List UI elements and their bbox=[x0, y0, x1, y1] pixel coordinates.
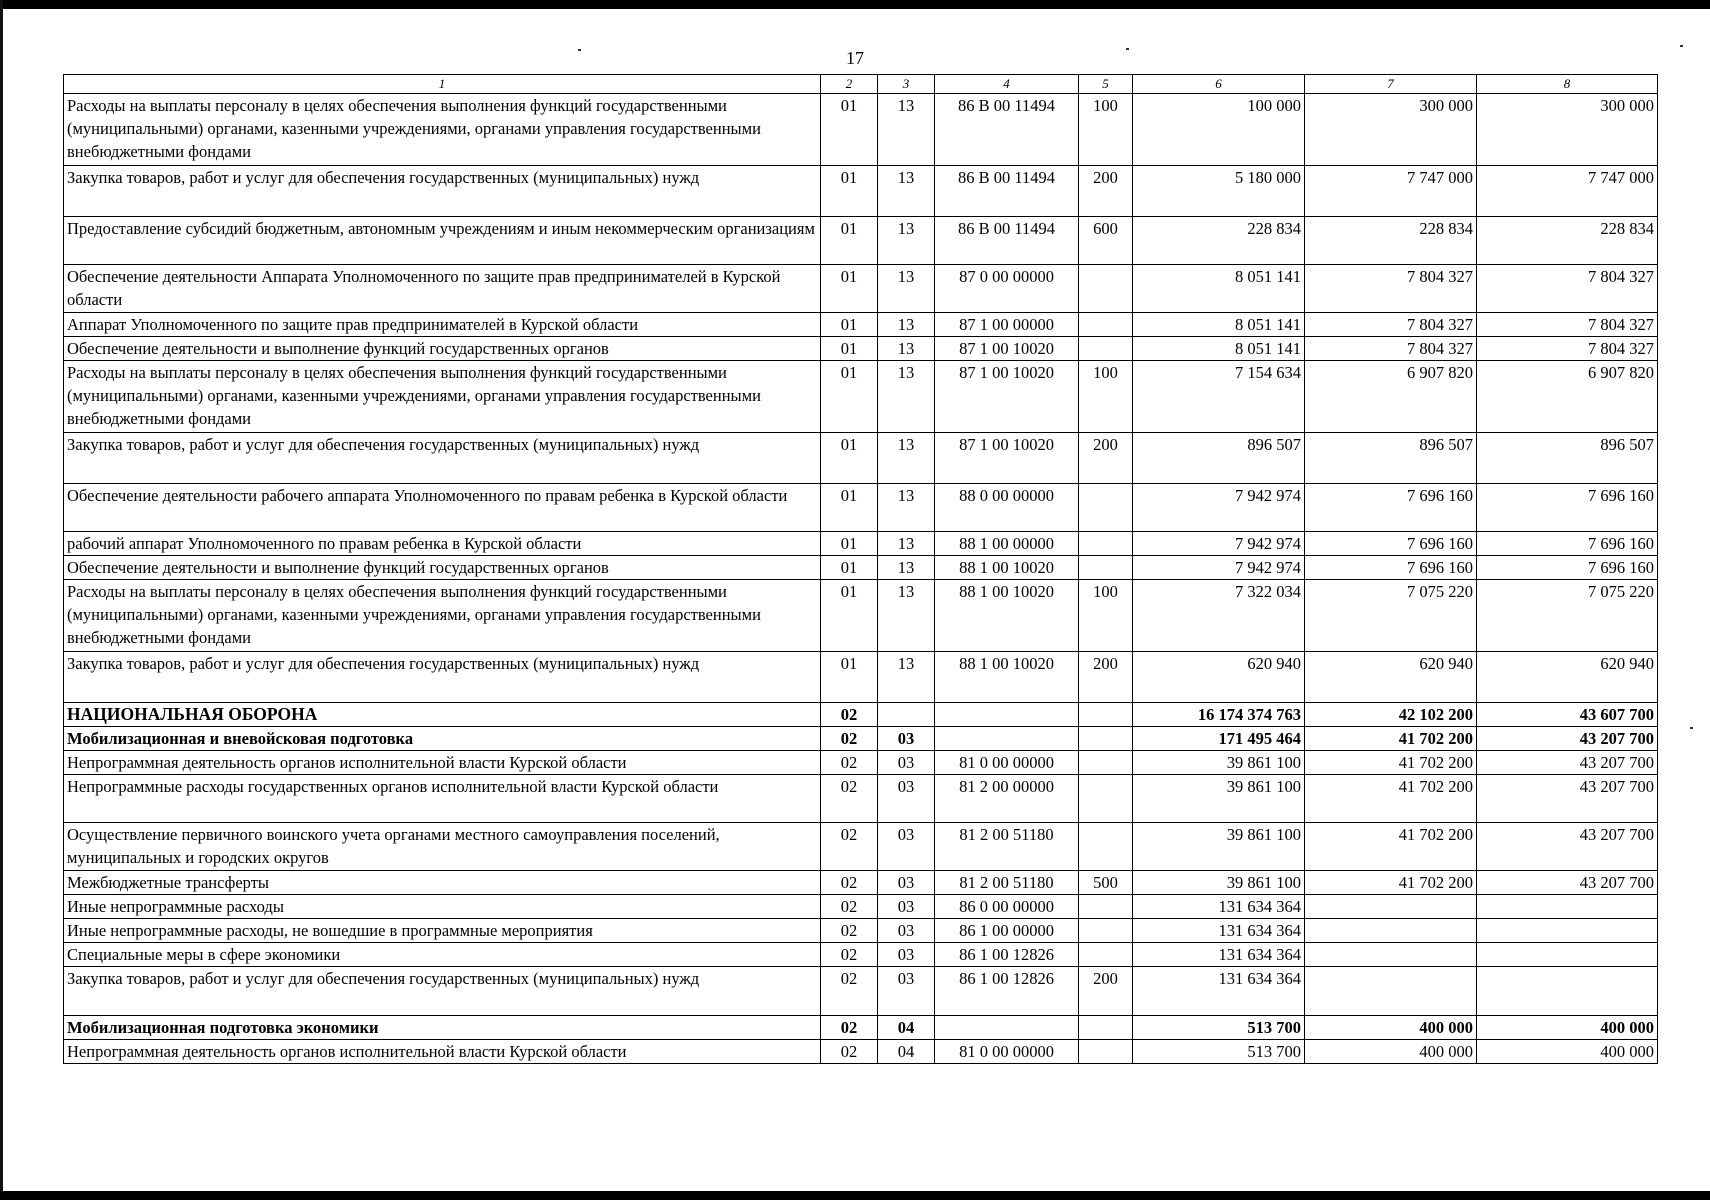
row-name: Закупка товаров, работ и услуг для обеспечения государственных (муниципальных) нужд bbox=[64, 652, 821, 703]
target-article-code: 86 В 00 11494 bbox=[935, 94, 1079, 166]
section-code: 02 bbox=[821, 775, 878, 823]
target-article-code: 81 2 00 51180 bbox=[935, 823, 1079, 871]
section-code: 01 bbox=[821, 532, 878, 556]
amount-col-6: 228 834 bbox=[1133, 217, 1305, 265]
column-header: 7 bbox=[1305, 75, 1477, 94]
expense-type-code: 200 bbox=[1079, 166, 1133, 217]
row-name: Расходы на выплаты персоналу в целях обеспечения выполнения функций государственными (муниципальными) органами, казенными учреждениями, органами управления государственными внебюджетными фондами bbox=[64, 580, 821, 652]
amount-col-6: 39 861 100 bbox=[1133, 775, 1305, 823]
amount-col-8: 6 907 820 bbox=[1477, 361, 1658, 433]
target-article-code: 87 1 00 00000 bbox=[935, 313, 1079, 337]
row-name: Непрограммная деятельность органов исполнительной власти Курской области bbox=[64, 1040, 821, 1064]
scan-border-left bbox=[0, 0, 3, 1200]
amount-col-7 bbox=[1305, 943, 1477, 967]
amount-col-8: 7 804 327 bbox=[1477, 313, 1658, 337]
amount-col-7: 7 804 327 bbox=[1305, 337, 1477, 361]
amount-col-7 bbox=[1305, 967, 1477, 1016]
amount-col-6: 7 322 034 bbox=[1133, 580, 1305, 652]
amount-col-7: 7 696 160 bbox=[1305, 556, 1477, 580]
section-code: 02 bbox=[821, 919, 878, 943]
expense-type-code bbox=[1079, 919, 1133, 943]
row-name: Обеспечение деятельности и выполнение функций государственных органов bbox=[64, 556, 821, 580]
row-name: Мобилизационная подготовка экономики bbox=[64, 1016, 821, 1040]
target-article-code: 88 1 00 00000 bbox=[935, 532, 1079, 556]
subsection-code: 13 bbox=[878, 265, 935, 313]
amount-col-7: 300 000 bbox=[1305, 94, 1477, 166]
page-number: 17 bbox=[846, 48, 864, 68]
expense-type-code: 200 bbox=[1079, 652, 1133, 703]
amount-col-7: 7 804 327 bbox=[1305, 313, 1477, 337]
target-article-code: 81 2 00 51180 bbox=[935, 871, 1079, 895]
subsection-code: 03 bbox=[878, 727, 935, 751]
expense-type-code bbox=[1079, 751, 1133, 775]
table-row bbox=[64, 775, 1658, 823]
expense-type-code bbox=[1079, 1016, 1133, 1040]
subsection-code: 13 bbox=[878, 217, 935, 265]
section-code: 01 bbox=[821, 265, 878, 313]
row-name: Иные непрограммные расходы, не вошедшие в программные мероприятия bbox=[64, 919, 821, 943]
section-code: 02 bbox=[821, 1040, 878, 1064]
subsection-code: 03 bbox=[878, 967, 935, 1016]
amount-col-7 bbox=[1305, 919, 1477, 943]
amount-col-8: 7 804 327 bbox=[1477, 265, 1658, 313]
subsection-code: 13 bbox=[878, 313, 935, 337]
amount-col-7: 41 702 200 bbox=[1305, 871, 1477, 895]
table-row bbox=[64, 337, 1658, 361]
expense-type-code: 100 bbox=[1079, 94, 1133, 166]
amount-col-8: 43 207 700 bbox=[1477, 823, 1658, 871]
section-code: 02 bbox=[821, 823, 878, 871]
table-row bbox=[64, 532, 1658, 556]
section-code: 01 bbox=[821, 166, 878, 217]
table-row bbox=[64, 166, 1658, 217]
expense-type-code bbox=[1079, 1040, 1133, 1064]
subsection-code: 13 bbox=[878, 652, 935, 703]
column-header: 6 bbox=[1133, 75, 1305, 94]
table-row bbox=[64, 313, 1658, 337]
scan-speck bbox=[578, 49, 581, 51]
amount-col-6: 131 634 364 bbox=[1133, 943, 1305, 967]
section-code: 02 bbox=[821, 727, 878, 751]
section-code: 02 bbox=[821, 751, 878, 775]
target-article-code: 81 0 00 00000 bbox=[935, 751, 1079, 775]
amount-col-8: 43 207 700 bbox=[1477, 775, 1658, 823]
expense-type-code: 200 bbox=[1079, 433, 1133, 484]
target-article-code: 87 0 00 00000 bbox=[935, 265, 1079, 313]
section-code: 01 bbox=[821, 313, 878, 337]
column-header: 1 bbox=[64, 75, 821, 94]
subsection-code: 03 bbox=[878, 775, 935, 823]
amount-col-8: 7 747 000 bbox=[1477, 166, 1658, 217]
subsection-code: 13 bbox=[878, 337, 935, 361]
amount-col-6: 131 634 364 bbox=[1133, 895, 1305, 919]
table-row bbox=[64, 556, 1658, 580]
target-article-code: 81 0 00 00000 bbox=[935, 1040, 1079, 1064]
target-article-code bbox=[935, 703, 1079, 727]
row-name: Закупка товаров, работ и услуг для обеспечения государственных (муниципальных) нужд bbox=[64, 166, 821, 217]
table-row bbox=[64, 919, 1658, 943]
amount-col-8: 43 207 700 bbox=[1477, 751, 1658, 775]
amount-col-8: 300 000 bbox=[1477, 94, 1658, 166]
amount-col-8 bbox=[1477, 895, 1658, 919]
row-name: Закупка товаров, работ и услуг для обеспечения государственных (муниципальных) нужд bbox=[64, 433, 821, 484]
target-article-code: 88 1 00 10020 bbox=[935, 556, 1079, 580]
table-row bbox=[64, 943, 1658, 967]
row-name: Обеспечение деятельности и выполнение функций государственных органов bbox=[64, 337, 821, 361]
row-name: рабочий аппарат Уполномоченного по правам ребенка в Курской области bbox=[64, 532, 821, 556]
table-row bbox=[64, 580, 1658, 652]
amount-col-8: 43 207 700 bbox=[1477, 871, 1658, 895]
amount-col-8: 400 000 bbox=[1477, 1016, 1658, 1040]
table-row bbox=[64, 967, 1658, 1016]
amount-col-6: 171 495 464 bbox=[1133, 727, 1305, 751]
amount-col-7: 7 696 160 bbox=[1305, 532, 1477, 556]
expense-type-code bbox=[1079, 727, 1133, 751]
scan-border-bottom bbox=[0, 1191, 1710, 1200]
subsection-code: 13 bbox=[878, 361, 935, 433]
amount-col-8: 620 940 bbox=[1477, 652, 1658, 703]
row-name: Расходы на выплаты персоналу в целях обеспечения выполнения функций государственными (муниципальными) органами, казенными учреждениями, органами управления государственными внебюджетными фондами bbox=[64, 94, 821, 166]
section-code: 01 bbox=[821, 652, 878, 703]
section-code: 01 bbox=[821, 484, 878, 532]
amount-col-6: 7 942 974 bbox=[1133, 556, 1305, 580]
subsection-code: 03 bbox=[878, 823, 935, 871]
expense-type-code bbox=[1079, 775, 1133, 823]
table-row bbox=[64, 751, 1658, 775]
section-code: 02 bbox=[821, 703, 878, 727]
amount-col-6: 8 051 141 bbox=[1133, 337, 1305, 361]
amount-col-8: 7 696 160 bbox=[1477, 484, 1658, 532]
amount-col-6: 39 861 100 bbox=[1133, 751, 1305, 775]
amount-col-7: 620 940 bbox=[1305, 652, 1477, 703]
row-name: Непрограммные расходы государственных органов исполнительной власти Курской области bbox=[64, 775, 821, 823]
table-row bbox=[64, 895, 1658, 919]
section-code: 01 bbox=[821, 217, 878, 265]
amount-col-6: 7 942 974 bbox=[1133, 532, 1305, 556]
column-header: 2 bbox=[821, 75, 878, 94]
amount-col-7: 7 075 220 bbox=[1305, 580, 1477, 652]
subsection-code bbox=[878, 703, 935, 727]
expense-type-code bbox=[1079, 484, 1133, 532]
amount-col-7: 400 000 bbox=[1305, 1040, 1477, 1064]
amount-col-7: 41 702 200 bbox=[1305, 751, 1477, 775]
subsection-code: 13 bbox=[878, 556, 935, 580]
subsection-code: 03 bbox=[878, 919, 935, 943]
expense-type-code bbox=[1079, 703, 1133, 727]
table-row bbox=[64, 652, 1658, 703]
amount-col-6: 16 174 374 763 bbox=[1133, 703, 1305, 727]
table-row bbox=[64, 361, 1658, 433]
expense-type-code bbox=[1079, 313, 1133, 337]
amount-col-6: 896 507 bbox=[1133, 433, 1305, 484]
amount-col-6: 131 634 364 bbox=[1133, 919, 1305, 943]
section-code: 02 bbox=[821, 967, 878, 1016]
amount-col-8: 43 207 700 bbox=[1477, 727, 1658, 751]
row-name: Иные непрограммные расходы bbox=[64, 895, 821, 919]
expense-type-code bbox=[1079, 823, 1133, 871]
amount-col-8 bbox=[1477, 967, 1658, 1016]
section-code: 01 bbox=[821, 337, 878, 361]
target-article-code: 86 1 00 12826 bbox=[935, 943, 1079, 967]
column-header: 5 bbox=[1079, 75, 1133, 94]
target-article-code: 86 1 00 12826 bbox=[935, 967, 1079, 1016]
amount-col-8 bbox=[1477, 919, 1658, 943]
subsection-code: 13 bbox=[878, 484, 935, 532]
target-article-code: 86 1 00 00000 bbox=[935, 919, 1079, 943]
column-header: 8 bbox=[1477, 75, 1658, 94]
subsection-code: 13 bbox=[878, 532, 935, 556]
amount-col-8 bbox=[1477, 943, 1658, 967]
target-article-code: 88 1 00 10020 bbox=[935, 652, 1079, 703]
amount-col-6: 39 861 100 bbox=[1133, 823, 1305, 871]
scan-speck bbox=[1680, 45, 1683, 47]
table-row bbox=[64, 94, 1658, 166]
scan-speck bbox=[1690, 727, 1693, 729]
expense-type-code: 600 bbox=[1079, 217, 1133, 265]
subsection-code: 13 bbox=[878, 94, 935, 166]
amount-col-7: 400 000 bbox=[1305, 1016, 1477, 1040]
table-row bbox=[64, 433, 1658, 484]
subsection-code: 03 bbox=[878, 943, 935, 967]
amount-col-6: 39 861 100 bbox=[1133, 871, 1305, 895]
amount-col-7: 41 702 200 bbox=[1305, 727, 1477, 751]
column-header: 4 bbox=[935, 75, 1079, 94]
row-name: Аппарат Уполномоченного по защите прав предпринимателей в Курской области bbox=[64, 313, 821, 337]
expense-type-code bbox=[1079, 265, 1133, 313]
row-name: НАЦИОНАЛЬНАЯ ОБОРОНА bbox=[64, 703, 821, 727]
subsection-code: 13 bbox=[878, 580, 935, 652]
table-row bbox=[64, 871, 1658, 895]
expense-type-code: 100 bbox=[1079, 580, 1133, 652]
section-code: 02 bbox=[821, 895, 878, 919]
row-name: Предоставление субсидий бюджетным, автономным учреждениям и иным некоммерческим организациям bbox=[64, 217, 821, 265]
column-number-row bbox=[64, 75, 1658, 94]
table-row bbox=[64, 265, 1658, 313]
amount-col-6: 620 940 bbox=[1133, 652, 1305, 703]
amount-col-8: 7 804 327 bbox=[1477, 337, 1658, 361]
subsection-code: 13 bbox=[878, 433, 935, 484]
amount-col-7: 7 696 160 bbox=[1305, 484, 1477, 532]
budget-table bbox=[63, 74, 1658, 1064]
row-name: Непрограммная деятельность органов исполнительной власти Курской области bbox=[64, 751, 821, 775]
target-article-code: 81 2 00 00000 bbox=[935, 775, 1079, 823]
amount-col-6: 513 700 bbox=[1133, 1040, 1305, 1064]
target-article-code: 88 0 00 00000 bbox=[935, 484, 1079, 532]
scan-border-top bbox=[0, 0, 1710, 9]
subsection-code: 13 bbox=[878, 166, 935, 217]
row-name: Осуществление первичного воинского учета органами местного самоуправления поселений, муниципальных и городских округов bbox=[64, 823, 821, 871]
expense-type-code bbox=[1079, 895, 1133, 919]
amount-col-7: 7 804 327 bbox=[1305, 265, 1477, 313]
target-article-code: 87 1 00 10020 bbox=[935, 337, 1079, 361]
subsection-code: 03 bbox=[878, 871, 935, 895]
row-name: Межбюджетные трансферты bbox=[64, 871, 821, 895]
amount-col-6: 8 051 141 bbox=[1133, 313, 1305, 337]
section-code: 01 bbox=[821, 580, 878, 652]
table-row bbox=[64, 703, 1658, 727]
subsection-code: 03 bbox=[878, 751, 935, 775]
table-row bbox=[64, 484, 1658, 532]
section-code: 01 bbox=[821, 556, 878, 580]
section-code: 01 bbox=[821, 433, 878, 484]
amount-col-6: 5 180 000 bbox=[1133, 166, 1305, 217]
amount-col-8: 400 000 bbox=[1477, 1040, 1658, 1064]
section-code: 02 bbox=[821, 1016, 878, 1040]
expense-type-code: 500 bbox=[1079, 871, 1133, 895]
target-article-code: 87 1 00 10020 bbox=[935, 361, 1079, 433]
amount-col-8: 896 507 bbox=[1477, 433, 1658, 484]
amount-col-6: 7 942 974 bbox=[1133, 484, 1305, 532]
section-code: 02 bbox=[821, 943, 878, 967]
amount-col-6: 513 700 bbox=[1133, 1016, 1305, 1040]
column-header: 3 bbox=[878, 75, 935, 94]
table-row bbox=[64, 1040, 1658, 1064]
amount-col-7: 41 702 200 bbox=[1305, 775, 1477, 823]
amount-col-7: 41 702 200 bbox=[1305, 823, 1477, 871]
table-row bbox=[64, 823, 1658, 871]
section-code: 01 bbox=[821, 361, 878, 433]
subsection-code: 04 bbox=[878, 1040, 935, 1064]
section-code: 01 bbox=[821, 94, 878, 166]
row-name: Специальные меры в сфере экономики bbox=[64, 943, 821, 967]
amount-col-8: 7 696 160 bbox=[1477, 532, 1658, 556]
amount-col-8: 43 607 700 bbox=[1477, 703, 1658, 727]
amount-col-8: 7 696 160 bbox=[1477, 556, 1658, 580]
table-row bbox=[64, 217, 1658, 265]
expense-type-code bbox=[1079, 532, 1133, 556]
amount-col-7: 228 834 bbox=[1305, 217, 1477, 265]
amount-col-6: 131 634 364 bbox=[1133, 967, 1305, 1016]
target-article-code: 86 В 00 11494 bbox=[935, 166, 1079, 217]
amount-col-7: 42 102 200 bbox=[1305, 703, 1477, 727]
amount-col-6: 7 154 634 bbox=[1133, 361, 1305, 433]
target-article-code: 86 0 00 00000 bbox=[935, 895, 1079, 919]
expense-type-code: 200 bbox=[1079, 967, 1133, 1016]
subsection-code: 04 bbox=[878, 1016, 935, 1040]
subsection-code: 03 bbox=[878, 895, 935, 919]
table-row bbox=[64, 727, 1658, 751]
amount-col-7: 7 747 000 bbox=[1305, 166, 1477, 217]
scan-speck bbox=[1126, 48, 1129, 50]
target-article-code: 87 1 00 10020 bbox=[935, 433, 1079, 484]
target-article-code bbox=[935, 727, 1079, 751]
row-name: Закупка товаров, работ и услуг для обеспечения государственных (муниципальных) нужд bbox=[64, 967, 821, 1016]
target-article-code bbox=[935, 1016, 1079, 1040]
amount-col-6: 100 000 bbox=[1133, 94, 1305, 166]
table-row bbox=[64, 1016, 1658, 1040]
row-name: Обеспечение деятельности рабочего аппарата Уполномоченного по правам ребенка в Курской области bbox=[64, 484, 821, 532]
row-name: Расходы на выплаты персоналу в целях обеспечения выполнения функций государственными (муниципальными) органами, казенными учреждениями, органами управления государственными внебюджетными фондами bbox=[64, 361, 821, 433]
amount-col-7: 896 507 bbox=[1305, 433, 1477, 484]
section-code: 02 bbox=[821, 871, 878, 895]
amount-col-8: 7 075 220 bbox=[1477, 580, 1658, 652]
expense-type-code bbox=[1079, 943, 1133, 967]
amount-col-8: 228 834 bbox=[1477, 217, 1658, 265]
expense-type-code bbox=[1079, 556, 1133, 580]
expense-type-code: 100 bbox=[1079, 361, 1133, 433]
row-name: Обеспечение деятельности Аппарата Уполномоченного по защите прав предпринимателей в Курской области bbox=[64, 265, 821, 313]
amount-col-6: 8 051 141 bbox=[1133, 265, 1305, 313]
target-article-code: 86 В 00 11494 bbox=[935, 217, 1079, 265]
amount-col-7 bbox=[1305, 895, 1477, 919]
expense-type-code bbox=[1079, 337, 1133, 361]
target-article-code: 88 1 00 10020 bbox=[935, 580, 1079, 652]
amount-col-7: 6 907 820 bbox=[1305, 361, 1477, 433]
row-name: Мобилизационная и вневойсковая подготовка bbox=[64, 727, 821, 751]
